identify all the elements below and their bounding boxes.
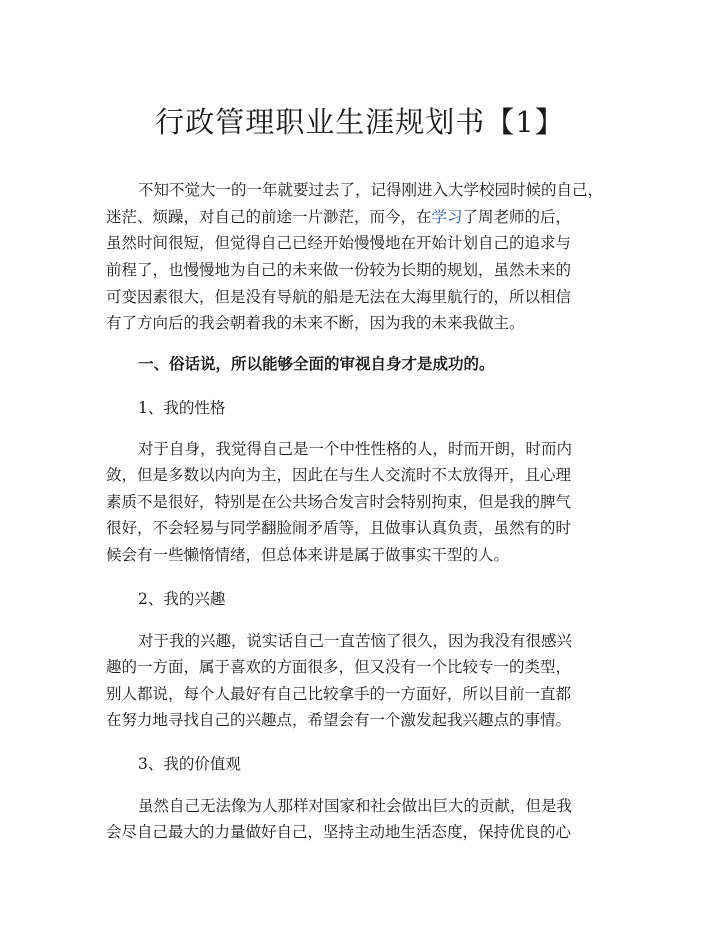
sub-3-line-1: 虽然自己无法像为人那样对国家和社会做出巨大的贡献，但是我 <box>138 797 573 815</box>
sub-2-line-4: 在努力地寻找自己的兴趣点，希望会有一个激发起我兴趣点的事情。 <box>106 711 572 729</box>
sub-2-line-3: 别人都说，每个人最好有自己比较拿手的一方面好，所以目前一直都 <box>106 685 572 703</box>
sub-2-line-2: 趣的一方面，属于喜欢的方面很多，但又没有一个比较专一的类型， <box>106 658 572 676</box>
intro-line-1: 不知不觉大一的一年就要过去了，记得刚进入大学校园时候的自己， <box>138 181 604 199</box>
sub-1-line-5: 候会有一些懒惰情绪，但总体来讲是属于做事实干型的人。 <box>106 546 510 564</box>
sub-3-line-2: 会尽自己最大的力量做好自己，坚持主动地生活态度，保持优良的心 <box>106 823 572 841</box>
intro-line-6: 有了方向后的我会朝着我的未来不断，因为我的未来我做主。 <box>106 314 525 332</box>
study-link[interactable]: 学习 <box>431 208 463 226</box>
intro-line-2-text-b: 了周老师的后， <box>462 208 572 226</box>
sub-1-heading: 1、我的性格 <box>138 399 226 417</box>
sub-3-heading: 3、我的价值观 <box>138 755 241 773</box>
sub-1-line-4: 很好，不会轻易与同学翻脸闹矛盾等，且做事认真负责，虽然有的时 <box>106 519 572 537</box>
sub-2-heading: 2、我的兴趣 <box>138 590 226 608</box>
document-title: 行政管理职业生涯规划书【1】 <box>155 105 565 139</box>
section-1-heading: 一、俗话说，所以能够全面的审视自身才是成功的。 <box>138 354 495 373</box>
sub-1-line-2: 敛，但是多数以内向为主，因此在与生人交流时不太放得开，且心理 <box>106 466 572 484</box>
sub-1-line-3: 素质不是很好，特别是在公共场合发言时会特别拘束，但是我的脾气 <box>106 493 572 511</box>
sub-2-line-1: 对于我的兴趣，说实话自己一直苦恼了很久，因为我没有很感兴 <box>138 632 573 650</box>
intro-line-4: 前程了，也慢慢地为自己的未来做一份较为长期的规划，虽然未来的 <box>106 261 572 279</box>
intro-line-2-text-a: 迷茫、烦躁，对自己的前途一片渺茫，而今，在 <box>106 208 432 226</box>
sub-1-line-1: 对于自身，我觉得自己是一个中性性格的人，时而开朗，时而内 <box>138 440 573 458</box>
intro-line-3: 虽然时间很短，但觉得自己已经开始慢慢地在开始计划自己的追求与 <box>106 234 572 252</box>
intro-line-2 <box>106 205 571 227</box>
intro-line-5: 可变因素很大，但是没有导航的船是无法在大海里航行的，所以相信 <box>106 288 572 306</box>
